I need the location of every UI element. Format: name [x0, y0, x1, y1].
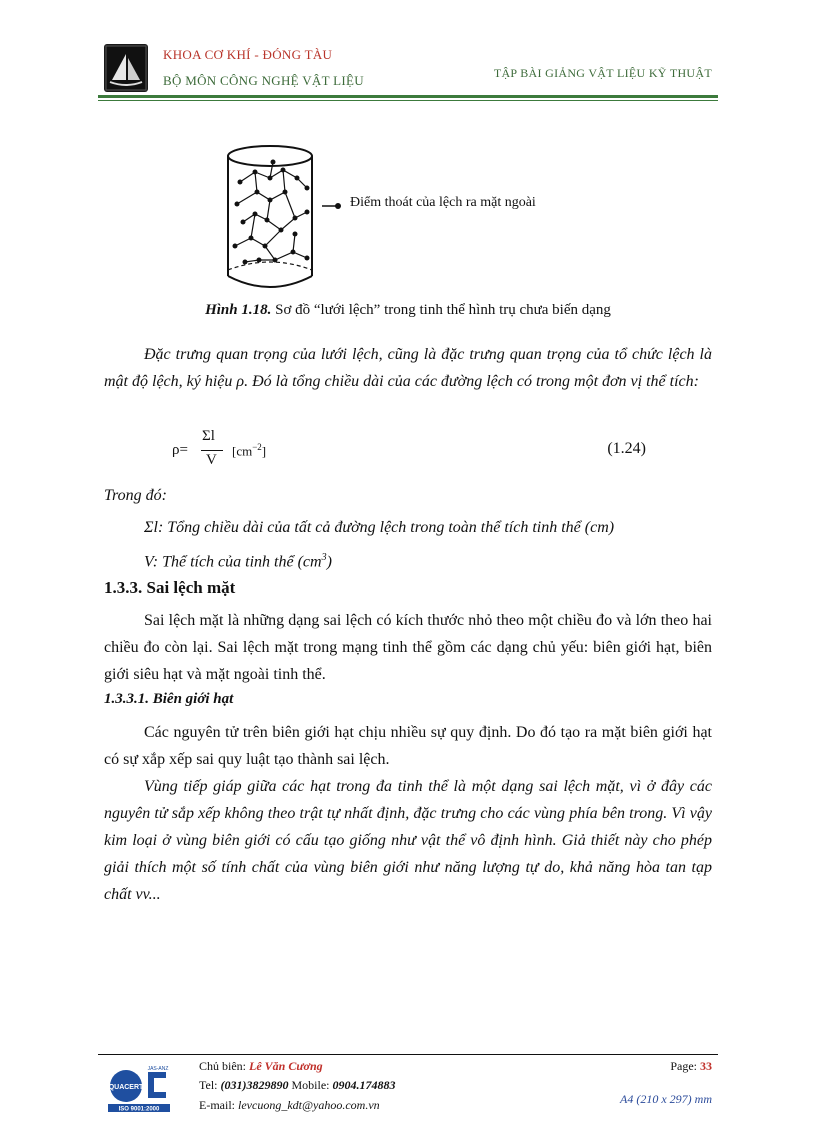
page-label: Page:	[670, 1059, 700, 1073]
jas-anz-text: JAS-ANZ	[147, 1066, 169, 1072]
figure-caption-number: Hình 1.18.	[205, 302, 272, 318]
header-rule	[98, 95, 718, 98]
formula-unit-close: ]	[261, 443, 267, 459]
section-heading: 1.3.3. Sai lệch mặt	[104, 578, 236, 597]
arrow-icon	[322, 198, 342, 208]
editor-name: Lê Văn Cương	[249, 1059, 323, 1073]
equation-number: (1.24)	[607, 440, 646, 457]
header-rule-thin	[98, 100, 718, 101]
quacert-logo	[104, 1064, 174, 1112]
header-faculty: KHOA CƠ KHÍ - ĐÓNG TÀU	[163, 47, 333, 62]
footer-email	[199, 1098, 380, 1113]
formula-density	[172, 428, 312, 478]
formula-denominator: V	[206, 452, 217, 468]
paragraph-boundary-zone: Vùng tiếp giáp giữa các hạt trong đa tinh thể là một dạng sai lệch mặt, vì ở đây các nguyên tử sắp xếp không theo trật tự nhất định, đặc trưng cho các vùng phía bên trong. Vì vậy kim loại ở vùng biên giới có cấu tạo giống như vật thể vô định hình. Giả thiết này cho phép giải thích một số tính chất của vùng biên giới như năng lượng tự do, khả năng hòa tan tạp chất vv...	[104, 778, 712, 903]
subsection-heading: 1.3.3.1. Biên giới hạt	[104, 691, 234, 707]
mobile-label: Mobile:	[288, 1078, 333, 1092]
footer-paper-size: A4 (210 x 297) mm	[620, 1092, 712, 1106]
quacert-logo-text: QUACERT	[108, 1084, 144, 1091]
email-label: E-mail:	[199, 1098, 238, 1112]
formula-unit	[232, 442, 266, 459]
figure-annotation: Điểm thoát của lệch ra mặt ngoài	[350, 195, 536, 210]
iso-text: ISO 9001:2000	[118, 1106, 160, 1112]
tel-number: (031)3829890	[220, 1078, 289, 1092]
formula-numerator: Σl	[202, 428, 215, 444]
email-address[interactable]: levcuong_kdt@yahoo.com.vn	[238, 1098, 380, 1112]
formula-unit-open: [cm	[232, 443, 253, 459]
tel-label: Tel:	[199, 1078, 221, 1092]
header-department: BỘ MÔN CÔNG NGHỆ VẬT LIỆU	[163, 73, 364, 88]
editor-label: Chủ biên:	[199, 1059, 249, 1073]
figure-caption-text: Sơ đồ “lưới lệch” trong tinh thể hình trụ chưa biến dạng	[271, 302, 611, 318]
where-label: Trong đó:	[104, 487, 167, 504]
definition-volume-text: V: Thể tích của tinh thể (cm	[144, 553, 322, 571]
footer-editor	[199, 1059, 323, 1074]
definition-volume-close: )	[326, 553, 332, 571]
paragraph-grain-boundary: Các nguyên tử trên biên giới hạt chịu nhiều sự quy định. Do đó tạo ra mặt biên giới hạt có sự xắp xếp sai quy luật tạo thành sai lệch.	[104, 724, 712, 768]
mobile-number: 0904.174883	[332, 1078, 396, 1092]
formula-unit-exponent: −2	[252, 442, 262, 452]
header-course-title: TẬP BÀI GIẢNG VẬT LIỆU KỸ THUẬT	[493, 66, 712, 80]
definition-volume-exp: 3	[321, 552, 327, 563]
footer-page	[670, 1059, 712, 1074]
fraction-bar	[201, 450, 223, 451]
dislocation-network-figure	[215, 142, 325, 290]
paragraph-surface-defects: Sai lệch mặt là những dạng sai lệch có kích thước nhỏ theo một chiều đo và lớn theo hai chiều đo còn lại. Sai lệch mặt trong mạng tinh thể gồm các dạng chủ yếu: biên giới hạt, biên giới siêu hạt và mặt ngoài tinh thể.	[104, 612, 712, 683]
formula-lhs: ρ=	[172, 442, 188, 458]
definition-volume	[144, 544, 712, 575]
definition-sum-length: Σl: Tổng chiều dài của tất cả đường lệch trong toàn thể tích tinh thể (cm)	[144, 519, 615, 536]
figure-caption	[0, 302, 816, 319]
footer-rule	[98, 1054, 718, 1055]
paragraph-dislocation-density: Đặc trưng quan trọng của lưới lệch, cũng là đặc trưng quan trọng của tổ chức lệch là mật độ lệch, ký hiệu ρ. Đó là tổng chiều dài của các đường lệch có trong một đơn vị thể tích:	[104, 346, 712, 390]
page-number: 33	[700, 1059, 712, 1073]
faculty-logo	[104, 44, 148, 92]
footer-contact	[199, 1078, 396, 1093]
